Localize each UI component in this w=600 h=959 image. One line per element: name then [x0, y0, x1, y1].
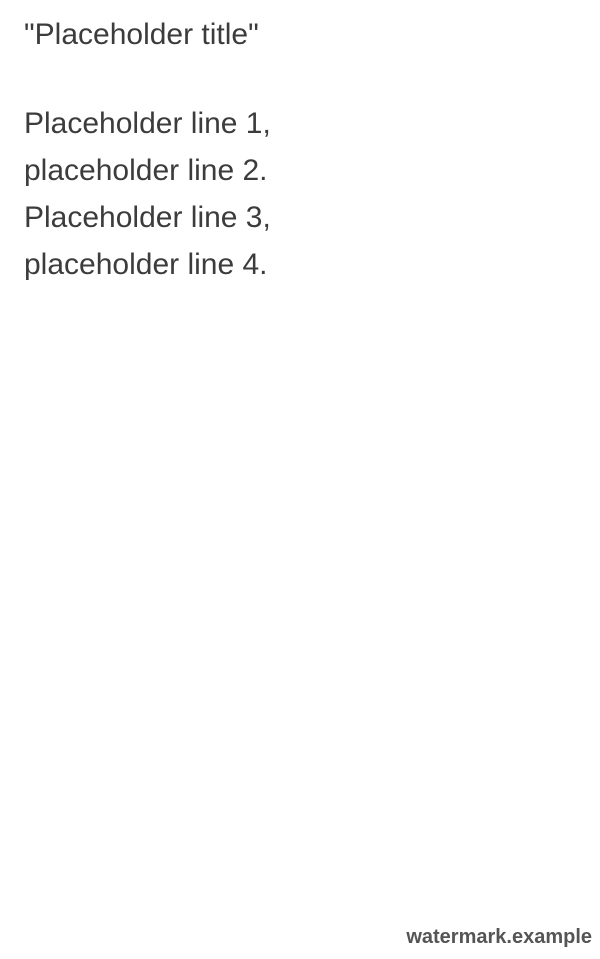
- poem-line: Placeholder line 1,: [24, 107, 271, 140]
- poem-title: "Placeholder title": [24, 18, 259, 51]
- poem-line: placeholder line 4.: [24, 248, 268, 281]
- poem-line: placeholder line 2.: [24, 154, 268, 187]
- poem-line: Placeholder line 3,: [24, 201, 271, 234]
- text-image: [0, 0, 600, 306]
- poem-body: [24, 100, 576, 288]
- watermark-logo: watermark.example: [406, 926, 592, 948]
